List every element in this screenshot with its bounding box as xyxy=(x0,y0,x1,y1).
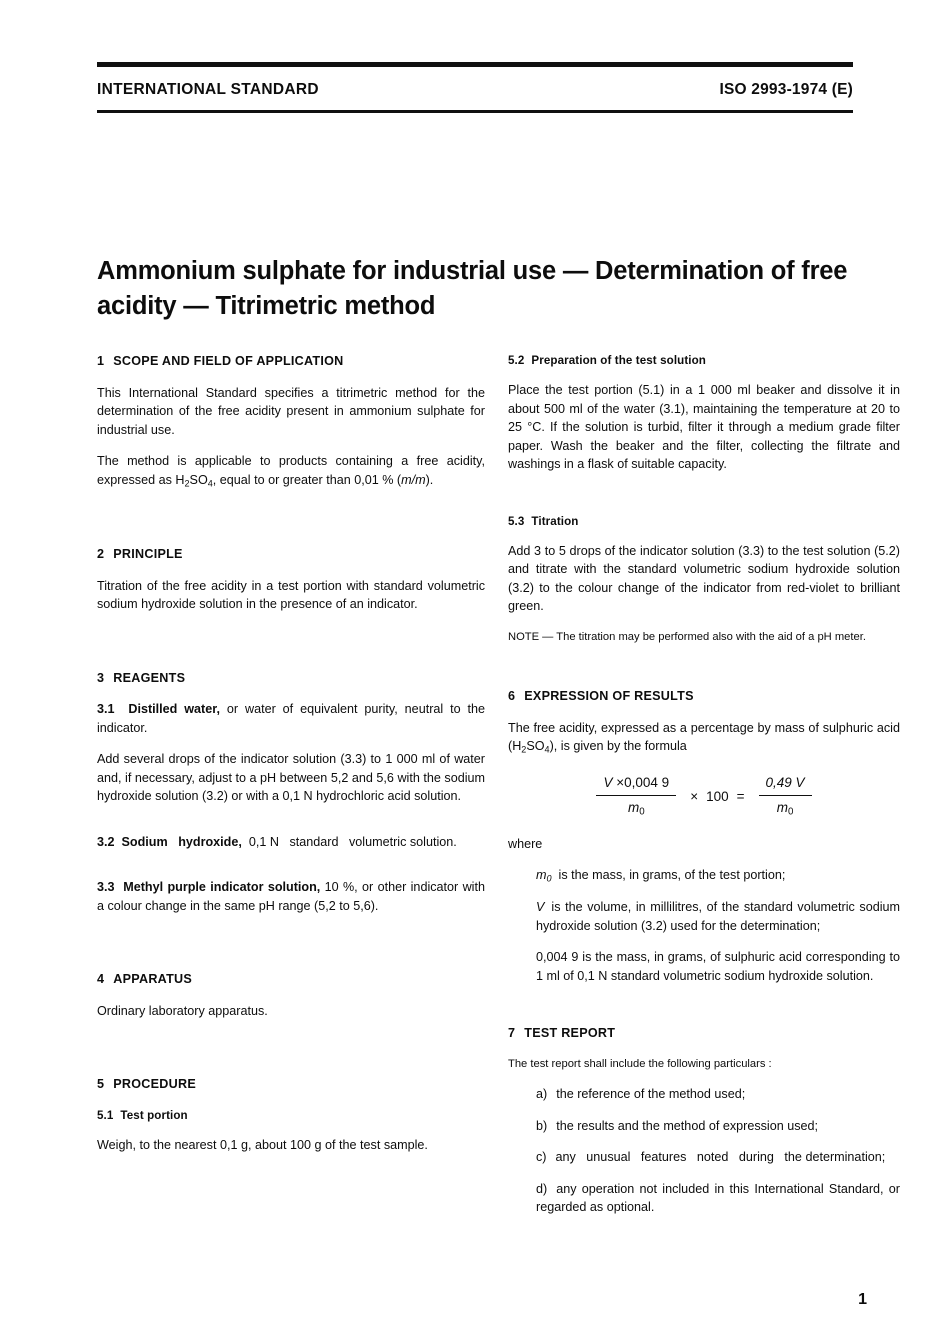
standard-number: ISO 2993-1974 (E) xyxy=(719,81,853,98)
right-column xyxy=(508,352,900,1230)
formula-left-numerator-value: 0,004 9 xyxy=(624,774,670,790)
s6p1-sub-4: 4 xyxy=(544,744,550,755)
section-title-7: TEST REPORT xyxy=(524,1026,616,1041)
test-report-item-d xyxy=(508,1180,900,1217)
where-symbol-m0-var: m xyxy=(536,867,547,882)
test-report-text-d: any operation not included in this International Standard, or regarded as optional. xyxy=(536,1181,900,1215)
test-report-letter-b: b) xyxy=(536,1118,548,1133)
test-report-letter-d: d) xyxy=(536,1181,548,1196)
where-label: where xyxy=(508,837,543,852)
section-title-4: APPARATUS xyxy=(113,972,193,987)
formula-right-denominator-var: m xyxy=(776,800,788,816)
test-report-letter-c: c) xyxy=(536,1150,547,1165)
formula-left-numerator-op: × xyxy=(616,774,625,790)
s1p2-part-d: ). xyxy=(425,472,434,487)
section-title-6: EXPRESSION OF RESULTS xyxy=(524,689,694,704)
test-report-text-a: the reference of the method used; xyxy=(556,1087,746,1102)
s1p2-part-a: The method is applicable to products containing a free acidity, expressed as H xyxy=(97,454,485,487)
section-title-5: PROCEDURE xyxy=(113,1077,196,1092)
formula-right-denominator-sub: 0 xyxy=(787,806,794,818)
subsection-title-5-1: Test portion xyxy=(120,1108,188,1122)
s6p1-part-b: SO xyxy=(526,739,545,754)
s1p2-italic-mm: m/m xyxy=(401,472,426,487)
where-item-m0 xyxy=(508,866,900,886)
subsection-5-2-paragraph: Place the test portion (5.1) in a 1 000 ml beaker and dissolve it in about 500 ml of the water (3.1), maintaining the temperature at 20 to 25 °C. If the solution is turbid, filter it through a medium grade filter paper. Wash the beaker and the filter, collecting the filtrate and washings in a flask of suitable capacity. xyxy=(508,383,900,472)
where-symbol-constant: 0,004 9 xyxy=(536,950,579,965)
section-heading-6 xyxy=(508,687,900,706)
section-number-6: 6 xyxy=(508,689,516,704)
section-title-1: SCOPE AND FIELD OF APPLICATION xyxy=(113,354,344,368)
subsection-number-5-3: 5.3 xyxy=(508,514,525,528)
subsection-number-5-1: 5.1 xyxy=(97,1108,114,1122)
s1p2-part-c: , equal to or greater than 0,01 % ( xyxy=(212,472,402,487)
formula-left-numerator xyxy=(596,773,676,795)
test-report-text-b: the results and the method of expression used; xyxy=(556,1118,819,1133)
section7-intro: The test report shall include the following particulars : xyxy=(508,1057,772,1070)
section-heading-3 xyxy=(97,669,485,688)
reagent-3-3 xyxy=(97,878,485,915)
where-item-v xyxy=(508,898,900,935)
section1-paragraph-2 xyxy=(97,452,485,490)
formula-left-numerator-var: V xyxy=(603,774,613,790)
reagent-3-1-paragraph-2: Add several drops of the indicator solution (3.3) to 1 000 ml of water and, if necessary, adjust to a pH between 5,2 and 5,6 with the sodium hydroxide solution (3.2) or with a 0,1 N hydrochloric acid solution. xyxy=(97,752,485,804)
acidity-formula xyxy=(508,773,900,820)
where-symbol-v: V xyxy=(536,900,545,915)
formula-left-denominator-sub: 0 xyxy=(639,806,645,818)
where-text-constant: is the mass, in grams, of sulphuric acid corresponding to 1 ml of 0,1 N standard volumetric sodium hydroxide solution. xyxy=(536,950,901,983)
section-heading-7 xyxy=(508,1024,900,1043)
subsection-number-5-2: 5.2 xyxy=(508,354,525,367)
reagent-3-2-lead: Sodium hydroxide, xyxy=(121,834,242,849)
section-number-4: 4 xyxy=(97,972,105,987)
section-number-1: 1 xyxy=(97,354,105,368)
subsection-heading-5-1 xyxy=(97,1107,485,1124)
subsection-heading-5-2 xyxy=(508,352,900,369)
spacer-before-3-2 xyxy=(97,819,485,833)
reagent-3-1 xyxy=(97,700,485,737)
subsection-title-5-3: Titration xyxy=(531,514,579,528)
s6p1-part-c: ), is given by the formula xyxy=(549,739,687,754)
section6-paragraph-1 xyxy=(508,719,900,757)
reagent-3-1-lead: Distilled water, xyxy=(128,702,220,717)
test-report-item-a xyxy=(508,1085,900,1104)
section-heading-4 xyxy=(97,970,485,989)
section-heading-1 xyxy=(97,352,485,371)
test-report-item-c xyxy=(508,1148,900,1167)
reagent-3-3-lead: Methyl purple indicator solution, xyxy=(123,880,321,895)
where-symbol-m0-sub: 0 xyxy=(546,872,552,883)
subsection-title-5-2: Preparation of the test solution xyxy=(531,354,706,367)
section-number-7: 7 xyxy=(508,1026,516,1041)
section-number-5: 5 xyxy=(97,1077,105,1092)
s6p1-part-a: The free acidity, expressed as a percentage by mass of sulphuric acid (H xyxy=(508,720,900,754)
s1p2-sub-2: 2 xyxy=(184,477,190,488)
formula-multiply-symbol: × xyxy=(690,788,699,804)
formula-left-denominator-var: m xyxy=(628,800,640,816)
international-standard-label: INTERNATIONAL STANDARD xyxy=(97,81,319,98)
section-heading-2 xyxy=(97,545,485,564)
section4-paragraph-1: Ordinary laboratory apparatus. xyxy=(97,1003,268,1018)
spacer-after-section4 xyxy=(97,1033,485,1075)
spacer-after-5-2 xyxy=(508,487,900,513)
left-column xyxy=(97,352,485,1154)
section-number-3: 3 xyxy=(97,670,105,685)
subsection-5-3-paragraph: Add 3 to 5 drops of the indicator solution (3.3) to the test solution (5.2) and titrate with the standard volumetric sodium hydroxide solution (3.2) to the colour change of the indicator from red-violet to brilliant green. xyxy=(508,543,900,614)
section2-paragraph-1: Titration of the free acidity in a test portion with standard volumetric sodium hydroxide solution in the presence of an indicator. xyxy=(97,578,485,612)
s1p2-sub-4: 4 xyxy=(207,477,213,488)
section-number-2: 2 xyxy=(97,547,105,562)
section-title-2: PRINCIPLE xyxy=(113,547,183,562)
formula-right-numerator: 0,49 V xyxy=(765,774,805,790)
formula-equals-symbol: = xyxy=(736,788,745,804)
formula-right-denominator xyxy=(770,796,801,820)
subsection-heading-5-3 xyxy=(508,513,900,530)
spacer-after-section6 xyxy=(508,998,900,1024)
section-heading-5 xyxy=(97,1075,485,1094)
page-number: 1 xyxy=(858,1291,867,1308)
reagent-3-2 xyxy=(97,833,485,852)
spacer-after-section2 xyxy=(97,627,485,669)
section-title-3: REAGENTS xyxy=(113,670,186,685)
spacer-before-3-3 xyxy=(97,864,485,878)
reagent-3-1-number: 3.1 xyxy=(97,702,115,717)
s6p1-sub-2: 2 xyxy=(521,744,527,755)
formula-left-denominator xyxy=(621,796,652,820)
section1-paragraph-1: This International Standard specifies a titrimetric method for the determination of the free acidity present in ammonium sulphate for industrial use. xyxy=(97,385,485,437)
reagent-3-2-text: 0,1 N standard volumetric solution. xyxy=(241,834,457,849)
formula-left-fraction xyxy=(596,773,676,820)
header-rule-bottom xyxy=(97,110,853,113)
subsection-5-3-note: NOTE — The titration may be performed also with the aid of a pH meter. xyxy=(508,630,866,643)
reagent-3-3-text: 10 %, or other indicator with a colour change in the same pH range (5,2 to 5,6). xyxy=(97,880,485,913)
reagent-3-3-number: 3.3 xyxy=(97,880,115,895)
where-symbol-m0 xyxy=(536,868,552,882)
formula-right-fraction xyxy=(759,773,812,820)
reagent-3-1-text: or water of equivalent purity, neutral to the indicator. xyxy=(97,702,486,735)
spacer-after-5-3 xyxy=(508,645,900,687)
subsection-5-1-paragraph: Weigh, to the nearest 0,1 g, about 100 g of the test sample. xyxy=(97,1137,428,1152)
test-report-text-c: any unusual features noted during the determination; xyxy=(555,1150,886,1165)
spacer-after-section1 xyxy=(97,503,485,545)
test-report-letter-a: a) xyxy=(536,1087,548,1102)
spacer-after-section3 xyxy=(97,928,485,970)
reagent-3-2-number: 3.2 xyxy=(97,834,115,849)
where-text-v: is the volume, in millilitres, of the standard volumetric sodium hydroxide solution (3.2) used for the determination; xyxy=(536,900,900,933)
formula-multiplier: 100 xyxy=(706,788,729,804)
test-report-item-b xyxy=(508,1117,900,1136)
where-text-m0: is the mass, in grams, of the test portion; xyxy=(558,867,786,882)
page-title: Ammonium sulphate for industrial use — Determination of free acidity — Titrimetric method xyxy=(97,257,848,320)
s1p2-part-b: SO xyxy=(189,472,208,487)
page-header xyxy=(97,62,853,113)
header-row xyxy=(97,67,853,110)
where-item-constant xyxy=(508,948,900,985)
